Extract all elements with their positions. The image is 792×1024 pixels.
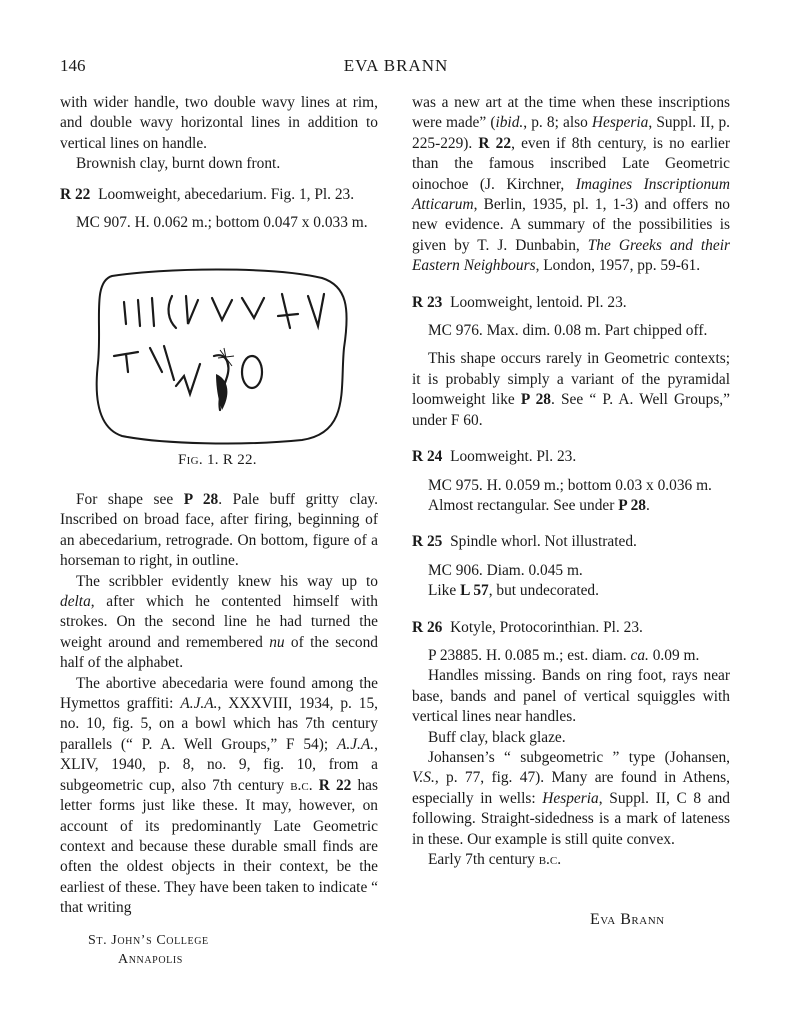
- right-column: [412, 93, 730, 870]
- ref-r22: R 22: [318, 776, 352, 794]
- figure-1-loomweight-drawing: [92, 268, 352, 446]
- left-column: [60, 93, 378, 233]
- entry-specs-r23: MC 976. Max. dim. 0.08 m. Part chipped off.: [428, 322, 708, 340]
- entry-id-r23: R 23: [412, 293, 443, 311]
- entry-heading-r24: R 24 Loomweight. Pl. 23.: [412, 448, 577, 466]
- figure-caption: Fig. 1. R 22.: [178, 452, 257, 468]
- entry-type-r26: Johansen’s “ subgeometric ” type (Johansen, V.S., p. 77, fig. 47). Many are found in Athens, especially in wells: Hesperia, Suppl. II, C 8 and following. Straight-sidedness is a mark of lateness in these. Our example is still quite convex.: [412, 748, 731, 848]
- ref-p28: P 28: [183, 491, 219, 508]
- paragraph-continuation: was a new art at the time when these inscriptions were made” (ibid., p. 8; also Hesperia, Suppl. II, p. 225-229). R 22, even if 8th century, is no earlier than the famous inscribed Late Geometric oinochoe (J. Kirchner, Imagines Inscriptionum Atticarum, Berlin, 1935, pl. 1, 1-3) and offers no new evidence. A summary of the possibilities is given by T. J. Dunbabin, The Greeks and their Eastern Neighbours, London, 1957, pp. 59-61.: [412, 94, 730, 275]
- intro-paragraph: with wider handle, two double wavy lines at rim, and double wavy horizontal lines in addition to vertical lines on handle.: [60, 94, 378, 152]
- entry-note-r23: This shape occurs rarely in Geometric contexts; it is probably simply a variant of the pyramidal loomweight like P 28. See “ P. A. Well Groups,” under F 60.: [412, 350, 730, 429]
- entry-note-r24: Almost rectangular. See under P 28.: [428, 496, 650, 514]
- paragraph-shape: For shape see P 28. Pale buff gritty clay. Inscribed on broad face, after firing, beginning of an abecedarium, retrograde. On bottom, figure of a horseman to right, in outline.: [60, 491, 378, 570]
- entry-id-r26: R 26: [412, 618, 443, 636]
- affiliation-city: Annapolis: [118, 952, 183, 967]
- inscription-line-2: [114, 346, 262, 410]
- intro-clay-note: Brownish clay, burnt down front.: [76, 155, 281, 173]
- entry-id-r25: R 25: [412, 533, 443, 551]
- entry-date-r26: Early 7th century b.c.: [428, 851, 562, 868]
- inscription-line-1: [124, 294, 324, 328]
- entry-specs-r24: MC 975. H. 0.059 m.; bottom 0.03 x 0.036 m.: [428, 476, 712, 494]
- entry-description-r26: Handles missing. Bands on ring foot, rays near base, bands and panel of vertical squiggles with vertical lines near handles.: [412, 667, 730, 726]
- entry-id-r24: R 24: [412, 448, 443, 466]
- entry-clay-r26: Buff clay, black glaze.: [428, 728, 566, 746]
- entry-heading-r23: R 23 Loomweight, lentoid. Pl. 23.: [412, 293, 627, 311]
- left-column-lower: [60, 490, 378, 919]
- entry-note-r25: Like L 57, but undecorated.: [428, 582, 599, 600]
- inscription-scratch-mark: [218, 348, 234, 368]
- running-title: EVA BRANN: [343, 56, 449, 75]
- ref-r22-right: R 22: [478, 134, 512, 152]
- entry-title-r22: Loomweight, abecedarium. Fig. 1, Pl. 23.: [98, 185, 355, 203]
- author-signature: Eva Brann: [590, 911, 665, 928]
- affiliation-college: St. John’s College: [88, 933, 209, 948]
- entry-specs-r22: MC 907. H. 0.062 m.; bottom 0.047 x 0.033 m.: [76, 214, 368, 232]
- paragraph-abecedaria: The abortive abecedaria were found among the Hymettos graffiti: A.J.A., XXXVIII, 1934, p. 15, no. 10, fig. 5, on a bowl which has 7th century parallels (“ P. A. Well Groups,” F 54); A.J.A., XLIV, 1940, p. 8, no. 9, fig. 10, from a subgeometric cup, also 7th century b.c. R 22 has letter forms just like these. It may, however, on account of its predominantly Late Geometric context and because these durable small finds are often the oldest objects in their context, be the earliest of these. They have been taken to indicate “ that writing: [60, 674, 378, 917]
- entry-heading-r22: [60, 185, 378, 205]
- entry-specs-r26: P 23885. H. 0.085 m.; est. diam. ca. 0.09 m.: [428, 646, 700, 664]
- page-number: 146: [60, 56, 86, 75]
- entry-heading-r25: R 25 Spindle whorl. Not illustrated.: [412, 533, 637, 551]
- entry-heading-r26: R 26 Kotyle, Protocorinthian. Pl. 23.: [412, 618, 643, 636]
- entry-id-r22: R 22: [60, 185, 91, 203]
- paragraph-scribbler: The scribbler evidently knew his way up to delta, after which he contented himself with strokes. On the second line he had turned the weight around and remembered nu of the second half of the alphabet.: [60, 572, 379, 672]
- entry-specs-r25: MC 906. Diam. 0.045 m.: [428, 561, 583, 579]
